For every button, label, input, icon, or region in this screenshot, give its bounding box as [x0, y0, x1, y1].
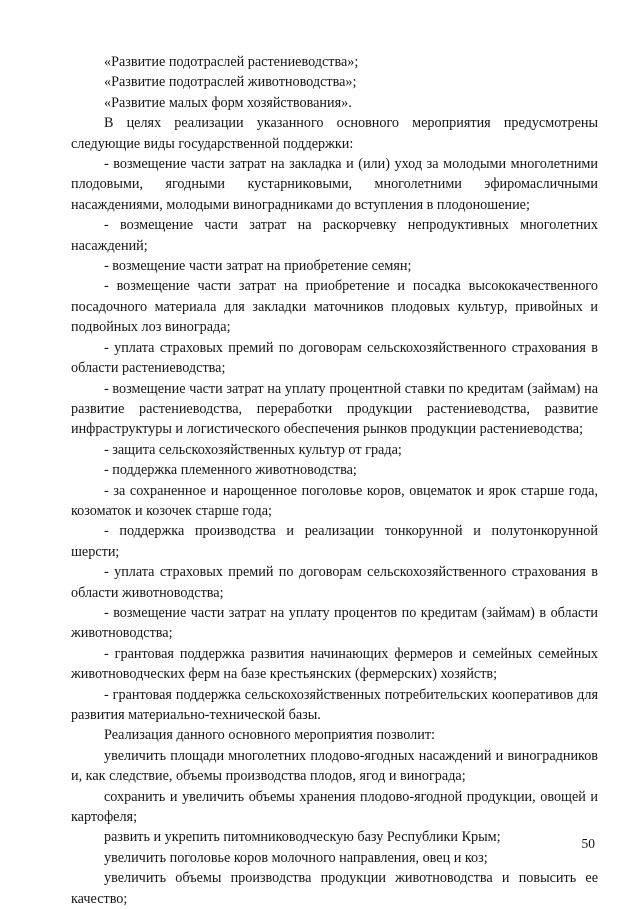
paragraph-7: - возмещение части затрат на приобретение семян; — [104, 258, 412, 275]
paragraph-12: - поддержка племенного животноводства; — [104, 462, 357, 479]
paragraph-16: - возмещение части затрат на уплату процентов по кредитам (займам) в области животноводства; — [71, 604, 598, 642]
paragraph-3: «Развитие малых форм хозяйствования». — [104, 94, 352, 111]
paragraph-5: - возмещение части затрат на закладка и (или) уход за молодыми многолетними плодовыми, ягодными кустарниковыми, многолетними эфиромасличными насаждениями, молодыми виноградниками до вступления в плодоношение; — [71, 156, 598, 213]
paragraph-23: увеличить поголовье коров молочного направления, овец и коз; — [104, 849, 488, 866]
paragraph-14: - поддержка производства и реализации тонкорунной и полутонкорунной шерсти; — [71, 523, 598, 560]
paragraph-6: - возмещение части затрат на раскорчевку непродуктивных многолетних насаждений; — [71, 217, 598, 254]
page-number: 50 — [581, 836, 595, 851]
paragraph-9: - уплата страховых премий по договорам сельскохозяйственного страхования в области растениеводства; — [71, 339, 598, 377]
paragraph-4: В целях реализации указанного основного мероприятия предусмотрены следующие виды государственной поддержки: — [71, 115, 598, 152]
paragraph-22: развить и укрепить питомниководческую базу Республики Крым; — [104, 829, 501, 846]
paragraph-10: - возмещение части затрат на уплату процентной ставки по кредитам (займам) на развитие растениеводства, переработки продукции растениеводства, развитие инфраструктуры и логистического обеспечения рынков продукции растениеводства; — [71, 380, 598, 438]
paragraph-15: - уплата страховых премий по договорам сельскохозяйственного страхования в области животноводства; — [71, 564, 598, 601]
paragraph-20: увеличить площади многолетних плодово-ягодных насаждений и виноградников и, как следствие, объемы производства плодов, ягод и винограда; — [71, 747, 598, 785]
paragraph-21: сохранить и увеличить объемы хранения плодово-ягодной продукции, овощей и картофеля; — [71, 788, 598, 826]
paragraph-11: - защита сельскохозяйственных культур от града; — [104, 441, 402, 458]
paragraph-19: Реализация данного основного мероприятия позволит: — [104, 727, 435, 744]
paragraph-8: - возмещение части затрат на приобретение и посадка высококачественного посадочного материала для закладки маточников плодовых культур, привойных и подвойных лоз винограда; — [71, 278, 598, 336]
paragraph-18: - грантовая поддержка сельскохозяйственных потребительских кооперативов для развития материально-технической базы. — [71, 686, 598, 723]
paragraph-1: «Развитие подотраслей растениеводства»; — [104, 54, 359, 70]
paragraph-2: «Развитие подотраслей животноводства»; — [104, 74, 357, 91]
paragraph-24: увеличить объемы производства продукции животноводства и повысить ее качество; — [71, 870, 598, 907]
paragraph-13: - за сохраненное и нарощенное поголовье коров, овцематок и ярок старше года, козоматок и козочек старше года; — [71, 482, 598, 519]
paragraph-17: - грантовая поддержка развития начинающих фермеров и семейных семейных животноводческих ферм на базе крестьянских (фермерских) хозяйств; — [71, 645, 598, 683]
